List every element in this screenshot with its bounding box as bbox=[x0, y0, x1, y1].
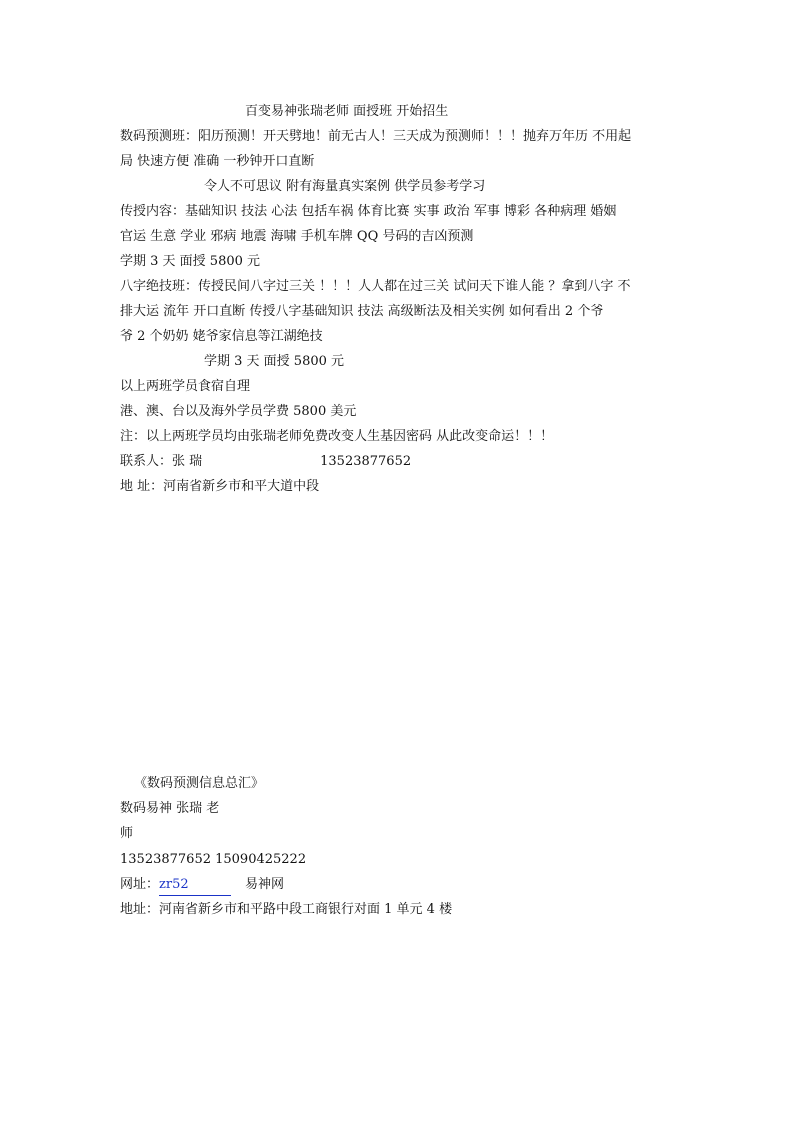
text-line: 数码预测班：阳历预测！开天劈地！前无古人！三天成为预测师！！！抛弃万年历 不用起 bbox=[120, 129, 632, 144]
contact-phone: 13523877652 bbox=[320, 454, 412, 469]
text-line: 排大运 流年 开口直断 传授八字基础知识 技法 高级断法及相关实例 如何看出 2 个爷 bbox=[120, 304, 604, 319]
phones-line: 13523877652 15090425222 bbox=[120, 852, 307, 867]
text-line: 令人不可思议 附有海量真实案例 供学员参考学习 bbox=[204, 179, 486, 194]
text-line: 港、澳、台以及海外学员学费 5800 美元 bbox=[120, 404, 357, 419]
web-name: 易神网 bbox=[245, 877, 285, 892]
contact-line bbox=[120, 452, 411, 472]
text-line: 爷 2 个奶奶 姥爷家信息等江湖绝技 bbox=[120, 329, 323, 344]
text-line: 局 快速方便 准确 一秒钟开口直断 bbox=[120, 154, 315, 169]
contact-label: 联系人：张 瑞 bbox=[120, 454, 203, 469]
footer-address: 地址：河南省新乡市和平路中段工商银行对面 1 单元 4 楼 bbox=[120, 902, 453, 917]
text-line: 注：以上两班学员均由张瑞老师免费改变人生基因密码 从此改变命运！！！ bbox=[120, 429, 554, 444]
text-line: 传授内容：基础知识 技法 心法 包括车祸 体育比赛 实事 政治 军事 博彩 各种病理 婚姻 bbox=[120, 204, 617, 219]
text-line: 学期 3 天 面授 5800 元 bbox=[204, 354, 345, 369]
web-label: 网址： bbox=[120, 877, 160, 892]
author-line-2: 师 bbox=[120, 826, 134, 841]
text-line: 学期 3 天 面授 5800 元 bbox=[120, 254, 261, 269]
doc-title: 百变易神张瑞老师 面授班 开始招生 bbox=[245, 104, 449, 119]
text-line: 官运 生意 学业 邪病 地震 海啸 手机车牌 QQ 号码的吉凶预测 bbox=[120, 229, 474, 244]
text-line: 以上两班学员食宿自理 bbox=[120, 379, 251, 394]
website-line bbox=[120, 875, 284, 896]
author-line: 数码易神 张瑞 老 bbox=[120, 801, 220, 816]
address-line: 地 址：河南省新乡市和平大道中段 bbox=[120, 479, 320, 494]
website-link[interactable]: zr52 bbox=[159, 875, 231, 896]
book-title: 《数码预测信息总汇》 bbox=[134, 776, 265, 791]
text-line: 八字绝技班：传授民间八字过三关 ！！！人人都在过三关 试问天下谁人能 ？拿到八字 不 bbox=[120, 279, 631, 294]
